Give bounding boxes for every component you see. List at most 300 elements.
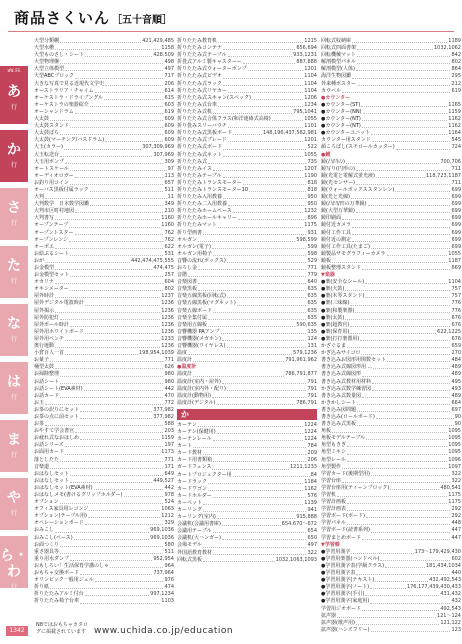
entry-label: 角型製作 <box>321 463 342 470</box>
index-entry[interactable] <box>177 436 317 443</box>
index-entry[interactable] <box>34 549 174 556</box>
dot-leader <box>362 371 450 376</box>
index-entry[interactable] <box>321 421 461 428</box>
index-entry[interactable] <box>34 152 174 159</box>
entry-label: ●楽(安全なシール) <box>321 279 365 286</box>
entry-label: ●学習用楽器(ハンドベル) <box>321 555 380 562</box>
dot-leader <box>233 472 310 477</box>
index-entry[interactable] <box>321 371 461 378</box>
index-entry[interactable] <box>34 272 174 279</box>
entry-page: 699 <box>451 243 461 250</box>
index-entry[interactable] <box>321 265 461 272</box>
index-entry[interactable] <box>177 557 317 564</box>
index-entry[interactable] <box>177 95 317 102</box>
entry-label: 書き込み式線図形用 ... <box>321 364 373 371</box>
index-entry[interactable] <box>321 244 461 251</box>
index-entry[interactable] <box>34 38 174 45</box>
index-entry[interactable] <box>321 187 461 194</box>
entry-label: 学習ボード(ボード) <box>321 513 365 520</box>
index-entry[interactable] <box>34 577 174 584</box>
dot-leader <box>65 350 138 355</box>
index-entry[interactable] <box>34 535 174 542</box>
dot-leader <box>70 166 167 171</box>
index-entry[interactable] <box>177 187 317 194</box>
index-entry[interactable] <box>177 244 317 251</box>
entry-page: 700,706 <box>440 158 461 165</box>
entry-label: 角型レール <box>321 456 346 463</box>
index-entry[interactable] <box>177 493 317 500</box>
side-tab-kana: か <box>7 142 21 158</box>
entry-page: 757 <box>451 286 461 293</box>
entry-label: 折りたたみ式ビデオ <box>177 73 222 80</box>
index-entry[interactable] <box>34 357 174 364</box>
index-entry[interactable] <box>177 371 317 378</box>
index-entry[interactable] <box>177 166 317 173</box>
index-entry[interactable] <box>34 350 174 357</box>
entry-page: 148,196,437,562,981 <box>262 130 317 137</box>
index-entry[interactable] <box>34 485 174 492</box>
index-entry[interactable] <box>34 88 174 95</box>
index-entry[interactable] <box>321 457 461 464</box>
dot-leader <box>55 244 163 249</box>
side-tab-7[interactable] <box>0 478 28 530</box>
index-entry[interactable] <box>321 393 461 400</box>
entry-page: 771 <box>164 357 174 364</box>
index-entry[interactable] <box>177 500 317 507</box>
entry-label: 外来種ポスター <box>321 80 357 87</box>
entry-label: お話カード <box>34 392 60 399</box>
dot-leader <box>376 173 425 178</box>
index-entry[interactable] <box>34 478 174 485</box>
index-entry[interactable] <box>34 386 174 393</box>
index-entry[interactable] <box>177 102 317 109</box>
index-entry[interactable] <box>177 159 317 166</box>
dot-leader <box>347 343 450 348</box>
index-entry[interactable] <box>321 258 461 265</box>
dot-leader <box>380 556 450 561</box>
index-entry[interactable] <box>34 563 174 570</box>
index-entry[interactable] <box>321 230 461 237</box>
index-entry[interactable] <box>177 336 317 343</box>
index-entry[interactable] <box>34 222 174 229</box>
dot-leader <box>212 393 307 398</box>
entry-page: 1104 <box>304 80 317 87</box>
entry-label: ●学習用漢字表(学級クラス) <box>321 562 385 569</box>
index-entry[interactable] <box>34 542 174 549</box>
entry-page: 950 <box>307 201 317 208</box>
index-entry[interactable] <box>34 144 174 151</box>
index-entry[interactable] <box>177 542 317 549</box>
index-entry[interactable] <box>177 350 317 357</box>
side-tab-3[interactable] <box>0 246 28 298</box>
side-tab-4[interactable] <box>0 304 28 356</box>
index-entry[interactable] <box>34 407 174 414</box>
entry-page: 711 <box>451 165 461 172</box>
index-entry[interactable] <box>321 464 461 471</box>
index-entry[interactable] <box>321 485 461 492</box>
index-entry[interactable] <box>34 379 174 386</box>
index-entry[interactable] <box>34 102 174 109</box>
entry-label: 学習用ジオボード <box>321 605 362 612</box>
index-entry[interactable] <box>177 464 317 471</box>
index-entry[interactable] <box>177 258 317 265</box>
index-entry[interactable] <box>177 479 317 486</box>
index-entry[interactable] <box>321 386 461 393</box>
index-entry[interactable] <box>321 322 461 329</box>
entry-page: 1175 <box>448 499 461 506</box>
dot-leader <box>60 393 163 398</box>
entry-page: 997,1234 <box>150 591 174 598</box>
entry-page: 171 <box>164 463 174 470</box>
side-tab-suffix: 行 <box>10 220 17 227</box>
index-entry[interactable] <box>177 357 317 364</box>
index-entry[interactable] <box>321 336 461 343</box>
entry-label: 角板 <box>321 428 332 435</box>
index-entry[interactable] <box>321 308 461 315</box>
entry-label: かきかしシート <box>321 399 357 406</box>
dot-leader <box>347 506 450 511</box>
dot-leader <box>65 66 163 71</box>
page-header <box>0 0 462 30</box>
index-entry[interactable] <box>321 180 461 187</box>
dot-leader <box>227 343 307 348</box>
entry-label: おはなしメモ(書けるグリップホルダー) <box>34 492 123 498</box>
entry-page: 1096 <box>448 456 461 463</box>
entry-page: 1164 <box>448 130 461 137</box>
index-entry[interactable] <box>321 102 461 109</box>
index-entry[interactable] <box>34 556 174 563</box>
index-entry[interactable] <box>321 598 461 605</box>
index-entry[interactable] <box>177 272 317 279</box>
index-entry[interactable] <box>177 322 317 329</box>
index-entry[interactable] <box>177 230 317 237</box>
entry-label: 大玉用ポンプ <box>34 158 65 165</box>
dot-leader <box>85 520 164 525</box>
index-entry[interactable] <box>34 166 174 173</box>
entry-page: 626 <box>164 364 174 371</box>
dot-leader <box>75 428 163 433</box>
index-entry[interactable] <box>34 187 174 194</box>
entry-label: お面つくり <box>34 541 60 548</box>
index-entry[interactable] <box>321 379 461 386</box>
index-entry[interactable] <box>177 237 317 244</box>
index-entry[interactable] <box>321 315 461 322</box>
index-entry[interactable] <box>321 414 461 421</box>
index-entry[interactable] <box>34 286 174 293</box>
entry-page: 699 <box>451 186 461 193</box>
index-entry[interactable] <box>321 88 461 95</box>
index-entry[interactable] <box>34 598 174 605</box>
index-entry[interactable] <box>177 279 317 286</box>
dot-leader <box>70 180 164 185</box>
index-entry[interactable] <box>321 300 461 307</box>
side-tab-5[interactable] <box>0 362 28 414</box>
index-entry[interactable] <box>321 166 461 173</box>
entry-page: 292 <box>451 513 461 520</box>
index-entry[interactable] <box>177 400 317 407</box>
index-entry[interactable] <box>34 73 174 80</box>
index-entry[interactable] <box>321 449 461 456</box>
entry-page: 842 <box>451 52 461 59</box>
index-entry[interactable] <box>34 258 174 265</box>
entry-label: 屋外デジタル電波時計 <box>34 300 84 307</box>
index-entry[interactable] <box>177 88 317 95</box>
index-entry[interactable] <box>177 152 317 159</box>
entry-label: オーケストラの楽器紹介 <box>34 101 89 108</box>
index-entry[interactable] <box>321 109 461 116</box>
entry-page: 699 <box>451 194 461 201</box>
index-entry[interactable] <box>177 265 317 272</box>
dot-leader <box>390 485 439 490</box>
index-entry[interactable] <box>34 315 174 322</box>
dot-leader <box>371 527 451 532</box>
dot-leader <box>342 88 450 93</box>
dot-leader <box>372 137 451 142</box>
dot-leader <box>352 222 450 227</box>
entry-page: 497 <box>307 542 317 549</box>
index-entry[interactable] <box>321 173 461 180</box>
dot-leader <box>55 265 152 270</box>
entry-label: ●楽(保育用) <box>321 328 350 335</box>
entry-page: 1190 <box>304 172 317 179</box>
index-entry[interactable] <box>321 478 461 485</box>
dot-leader <box>366 513 451 518</box>
index-entry[interactable] <box>177 300 317 307</box>
entry-label: オルガン <box>177 236 198 243</box>
index-entry[interactable] <box>177 144 317 151</box>
dot-leader <box>60 130 163 135</box>
entry-label: お掃除整理 <box>34 371 60 378</box>
entry-label: 鏡付近カメラ <box>321 222 352 229</box>
index-entry[interactable] <box>34 457 174 464</box>
index-entry[interactable] <box>177 457 317 464</box>
index-entry[interactable] <box>177 180 317 187</box>
dot-leader <box>223 144 306 149</box>
entry-label: ●楽(和製楽器) <box>321 307 355 314</box>
dot-leader <box>227 293 307 298</box>
side-tab-6[interactable] <box>0 420 28 472</box>
dot-leader <box>361 350 450 355</box>
index-entry[interactable] <box>34 95 174 102</box>
dot-leader <box>60 542 163 547</box>
index-entry[interactable] <box>34 464 174 471</box>
index-entry[interactable] <box>321 471 461 478</box>
index-entry[interactable] <box>321 527 461 534</box>
dot-leader <box>223 73 303 78</box>
dot-leader <box>45 421 163 426</box>
entry-page: 1097 <box>448 463 461 470</box>
index-entry[interactable] <box>177 222 317 229</box>
dot-leader <box>50 116 163 121</box>
entry-page: 676 <box>451 335 461 342</box>
index-entry[interactable] <box>34 471 174 478</box>
index-entry[interactable] <box>34 414 174 421</box>
subheading-label: ▼楽器 <box>321 272 335 279</box>
index-entry[interactable] <box>321 222 461 229</box>
index-entry[interactable] <box>34 308 174 315</box>
index-entry[interactable] <box>177 393 317 400</box>
index-entry[interactable] <box>34 329 174 336</box>
dot-leader <box>90 201 163 206</box>
index-entry[interactable] <box>34 237 174 244</box>
dot-leader <box>90 102 164 107</box>
index-entry[interactable] <box>321 563 461 570</box>
entry-page: 737,964 <box>153 570 174 577</box>
dot-leader <box>352 230 450 235</box>
footer-url[interactable]: www.uchida.co.jp/education <box>94 626 234 636</box>
index-entry[interactable] <box>34 393 174 400</box>
index-entry[interactable] <box>177 308 317 315</box>
dot-leader <box>188 272 306 277</box>
entry-page: 1184 <box>304 478 317 485</box>
entry-page: 322 <box>307 549 317 556</box>
index-entry[interactable] <box>321 237 461 244</box>
index-entry[interactable] <box>321 549 461 556</box>
index-entry[interactable] <box>321 81 461 88</box>
index-entry[interactable] <box>177 422 317 429</box>
entry-label: オーケストラ・ドライブングル <box>34 94 104 101</box>
index-entry[interactable] <box>34 180 174 187</box>
entry-page: 802 <box>164 286 174 293</box>
index-entry[interactable] <box>34 527 174 534</box>
index-entry[interactable] <box>177 379 317 386</box>
entry-label: カードワゴン <box>177 485 208 492</box>
entry-page: 699 <box>451 222 461 229</box>
index-entry[interactable] <box>34 173 174 180</box>
index-entry[interactable] <box>34 244 174 251</box>
entry-label: お絵ぷるシート <box>34 250 70 257</box>
entry-label: 折りたたみ式ブレード <box>177 137 227 144</box>
index-entry[interactable] <box>34 251 174 258</box>
side-tab-0[interactable] <box>0 72 28 124</box>
index-entry[interactable] <box>177 81 317 88</box>
entry-label: 回転式黒板 <box>177 556 203 563</box>
dot-leader <box>45 194 167 199</box>
side-tab-8[interactable] <box>0 536 28 591</box>
entry-label: 折りたたみコンテナ <box>177 45 223 52</box>
entry-page: 614 <box>164 87 174 94</box>
index-entry[interactable] <box>34 109 174 116</box>
entry-page: 699 <box>451 215 461 222</box>
index-entry[interactable] <box>321 208 461 215</box>
entry-page: 699 <box>451 229 461 236</box>
index-entry[interactable] <box>34 449 174 456</box>
dot-leader <box>193 371 284 376</box>
index-entry[interactable] <box>177 429 317 436</box>
entry-page: 489 <box>451 364 461 371</box>
index-entry[interactable] <box>177 486 317 493</box>
entry-page: 776 <box>451 300 461 307</box>
dot-leader <box>80 414 152 419</box>
index-entry[interactable] <box>177 329 317 336</box>
entry-label: カード教材 <box>177 450 203 457</box>
entry-label: オーバス黒板付属ラック <box>34 186 89 193</box>
entry-label: 大型物理盤 <box>34 59 60 66</box>
entry-page: 1032,1062 <box>433 45 461 52</box>
entry-page: 447 <box>451 527 461 534</box>
dot-leader <box>370 598 450 603</box>
dot-leader <box>193 357 284 362</box>
entry-label: 折りたたみ式リヤカー <box>177 87 227 94</box>
index-entry[interactable] <box>321 144 461 151</box>
index-entry[interactable] <box>177 550 317 557</box>
index-entry[interactable] <box>177 109 317 116</box>
index-entry[interactable] <box>34 300 174 307</box>
dot-leader <box>60 371 163 376</box>
index-entry[interactable] <box>177 73 317 80</box>
entry-label: 角型もきぎ <box>321 442 347 449</box>
index-entry[interactable] <box>34 520 174 527</box>
dot-leader <box>347 457 447 462</box>
index-entry[interactable] <box>321 251 461 258</box>
index-entry[interactable] <box>321 159 461 166</box>
dot-leader <box>105 137 163 142</box>
index-subheading <box>321 95 461 102</box>
index-entry[interactable] <box>321 73 461 80</box>
index-entry[interactable] <box>321 407 461 414</box>
entry-page: 209 <box>307 450 317 457</box>
index-entry[interactable] <box>177 386 317 393</box>
dot-leader <box>69 222 160 227</box>
entry-label: 温度計(室内・屋外) <box>177 378 221 385</box>
index-entry[interactable] <box>34 322 174 329</box>
dot-leader <box>372 379 450 384</box>
entry-page: 864 <box>451 66 461 73</box>
dot-leader <box>357 421 454 426</box>
index-entry[interactable] <box>177 343 317 350</box>
dot-leader <box>95 577 164 582</box>
dot-leader <box>104 95 163 100</box>
index-entry[interactable] <box>34 159 174 166</box>
side-tab-suffix: 行 <box>10 452 17 459</box>
dot-leader <box>45 400 163 405</box>
entry-label: 折りたたみ式ネット <box>177 151 223 158</box>
index-entry[interactable] <box>177 173 317 180</box>
entry-page: 724 <box>451 144 461 151</box>
entry-page: 795,1041 <box>293 108 317 115</box>
page-number: 1342 <box>6 626 28 636</box>
index-entry[interactable] <box>321 400 461 407</box>
side-tab-kana: ま <box>7 432 21 448</box>
entry-page: 1159 <box>161 435 174 442</box>
index-entry[interactable] <box>34 230 174 237</box>
index-entry[interactable] <box>177 315 317 322</box>
entry-label: 折りたたみ式ウォーターポンプ <box>177 66 247 73</box>
index-entry[interactable] <box>34 208 174 215</box>
entry-page: 1224 <box>304 421 317 428</box>
dot-leader <box>233 208 304 213</box>
entry-page: 377,982 <box>153 406 174 413</box>
dot-leader <box>243 59 296 64</box>
entry-page: 449,527 <box>153 477 174 484</box>
side-tab-2[interactable] <box>0 188 28 240</box>
index-entry[interactable] <box>34 400 174 407</box>
side-tab-1[interactable] <box>0 130 28 182</box>
index-entry[interactable] <box>177 472 317 479</box>
entry-label: オープンテープ <box>34 222 69 229</box>
index-entry[interactable] <box>321 556 461 563</box>
index-entry[interactable] <box>34 336 174 343</box>
dot-leader <box>227 258 307 263</box>
entry-label: 学習まとめボード <box>321 534 362 541</box>
index-entry[interactable] <box>34 371 174 378</box>
index-entry[interactable] <box>321 329 461 336</box>
index-entry[interactable] <box>34 81 174 88</box>
entry-label: ●学習用漢字表 <box>321 570 356 577</box>
index-entry[interactable] <box>321 535 461 542</box>
entry-page: 1189 <box>448 38 461 44</box>
index-entry[interactable] <box>177 251 317 258</box>
